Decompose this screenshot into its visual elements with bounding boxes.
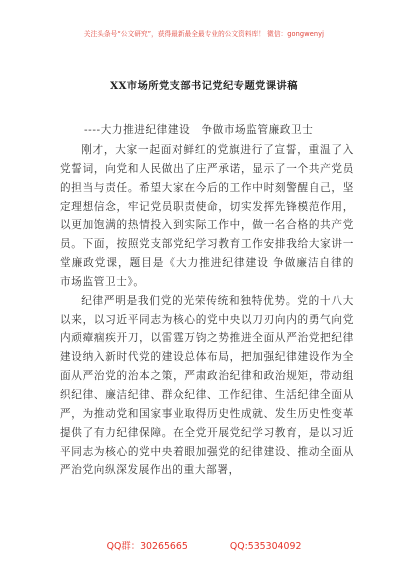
footer-qq: QQ:535304092	[229, 541, 302, 552]
header-banner: 关注头条号“公文研究”，获得最新最全最专业的公文资料库！ 微信：gongwenyj	[83, 30, 325, 38]
footer-qq-group: QQ群：30265665	[106, 541, 188, 552]
page-title: XX市场所党支部书记党纪专题党课讲稿	[110, 80, 298, 92]
page-subtitle: ----大力推进纪律建设 争做市场监管廉政卫士	[84, 124, 314, 136]
footer-contact	[0, 538, 408, 552]
document-body	[60, 141, 354, 480]
paragraph: 刚才，大家一起面对鲜红的党旗进行了宣誓，重温了入党誓词，向党和人民做出了庄严承诺，显示了一个共产党员的担当与责任。希望大家在今后的工作中时刻警醒自己，坚定理想信念，牢记党员职责使命，切实发挥先锋模范作用，以更加饱满的热情投入到实际工作中，做一名合格的共产党员。下面，按照党支部党纪学习教育工作安排我给大家讲一堂廉政党课，题目是《大力推进纪律建设 争做廉洁自律的市场监管卫士》。	[60, 144, 354, 288]
paragraph: 纪律严明是我们党的光荣传统和独特优势。党的十八大以来，以习近平同志为核心的党中央以刀刃向内的勇气向党内顽瘴痼疾开刀，以雷霆万钧之势推进全面从严治党把纪律建设纳入新时代党的建设总体布局，把加强纪律建设作为全面从严治党的治本之策，严肃政治纪律和政治规矩，带动组织纪律、廉洁纪律、群众纪律、工作纪律、生活纪律全面从严，为推动党和国家事业取得历史性成就、发生历史性变革提供了有力纪律保障。在全党开展党纪学习教育，是以习近平同志为核心的党中央着眼加强党的纪律建设、推动全面从严治党向纵深发展作出的重大部署，	[60, 294, 354, 477]
